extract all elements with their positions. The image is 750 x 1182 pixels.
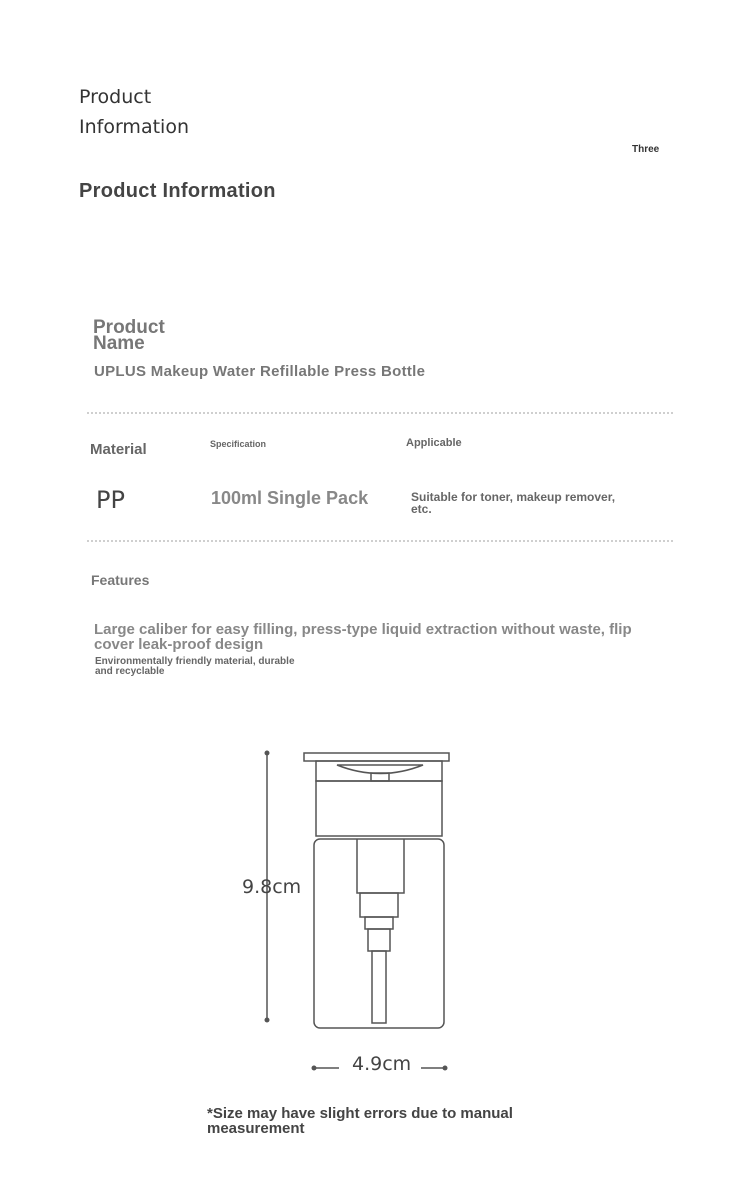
specification-value: 100ml Single Pack — [211, 488, 369, 508]
bottle-body — [314, 839, 444, 1028]
height-label: 9.8cm — [242, 876, 302, 898]
measurement-note: *Size may have slight errors due to manual measurement — [207, 1105, 513, 1137]
header-title: Product Information — [79, 86, 189, 138]
material-label: Material — [90, 441, 147, 458]
section-title: Product Information — [79, 180, 276, 202]
product-name-value: UPLUS Makeup Water Refillable Press Bottle — [94, 363, 426, 380]
product-name-label: Product Name — [93, 317, 165, 354]
material-value: PP — [96, 486, 125, 514]
width-label: 4.9cm — [352, 1053, 412, 1075]
page-number-label: Three — [632, 144, 660, 155]
feature-item-2: Environmentally friendly material, durable and recyclable — [95, 656, 295, 677]
bottle-cap — [304, 753, 449, 836]
specification-label: Specification — [210, 439, 267, 449]
feature-item-1: Large caliber for easy filling, press-type liquid extraction without waste, flip cover leak-proof design — [94, 621, 632, 653]
applicable-value: Suitable for toner, makeup remover, etc. — [411, 490, 616, 516]
features-label: Features — [91, 572, 150, 588]
applicable-label: Applicable — [406, 437, 462, 449]
